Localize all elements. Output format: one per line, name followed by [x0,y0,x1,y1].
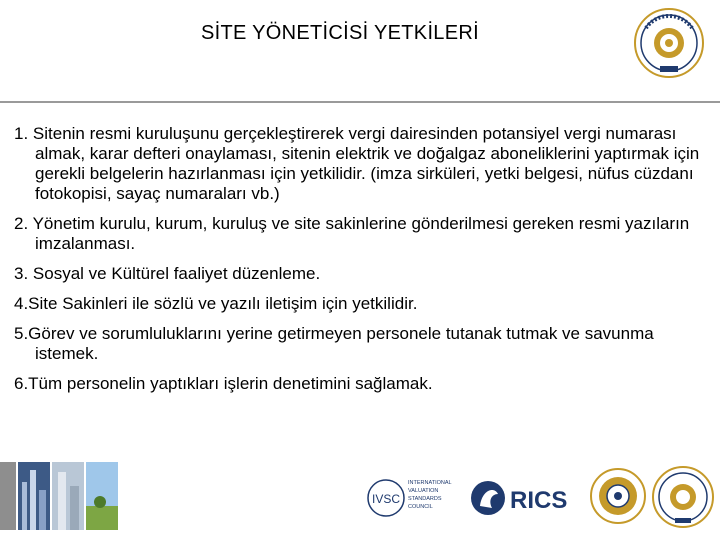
city-photo-strip [0,462,118,530]
svg-text:VALUATION: VALUATION [408,488,439,494]
authority-list [14,124,710,404]
university-seal-icon [626,6,712,80]
list-item: 4.Site Sakinleri ile sözlü ve yazılı iletişim için yetkilidir. [14,294,418,313]
page-title: SİTE YÖNETİCİSİ YETKİLERİ [201,22,479,44]
svg-text:INTERNATIONAL: INTERNATIONAL [408,480,452,486]
rics-logo-text: RICS [510,487,568,514]
title-divider [0,101,720,103]
list-item: 5.Görev ve sorumluluklarını yerine getirmeyen personele tutanak tutmak ve savunma istemek. [14,324,654,363]
seal-logo [588,462,648,530]
list-item: 1. Sitenin resmi kuruluşunu gerçekleştirerek vergi dairesinden potansiyel vergi numarası almak, karar defteri onaylaması, sitenin elektrik ve doğalgaz aboneliklerini yaptırmak için gerekli belgelerin hazırlanması için yetkilidir. (imza sirküleri, yetki belgesi, nüfus cüzdanı fotokopisi, sayaç numaraları vb.) [14,124,700,203]
svg-text:COUNCIL: COUNCIL [408,504,433,510]
list-item: 2. Yönetim kurulu, kurum, kuruluş ve site sakinlerine gönderilmesi gereken resmi yazıların imzalanması. [14,214,690,253]
ivsc-logo [364,470,462,526]
university-seal-icon [650,462,716,532]
list-item: 6.Tüm personelin yaptıkları işlerin denetimini sağlamak. [14,374,433,393]
list-item: 3. Sosyal ve Kültürel faaliyet düzenleme. [14,264,321,283]
ivsc-logo-text: IVSC [371,492,401,506]
rics-logo [468,470,580,526]
svg-text:STANDARDS: STANDARDS [408,496,442,502]
